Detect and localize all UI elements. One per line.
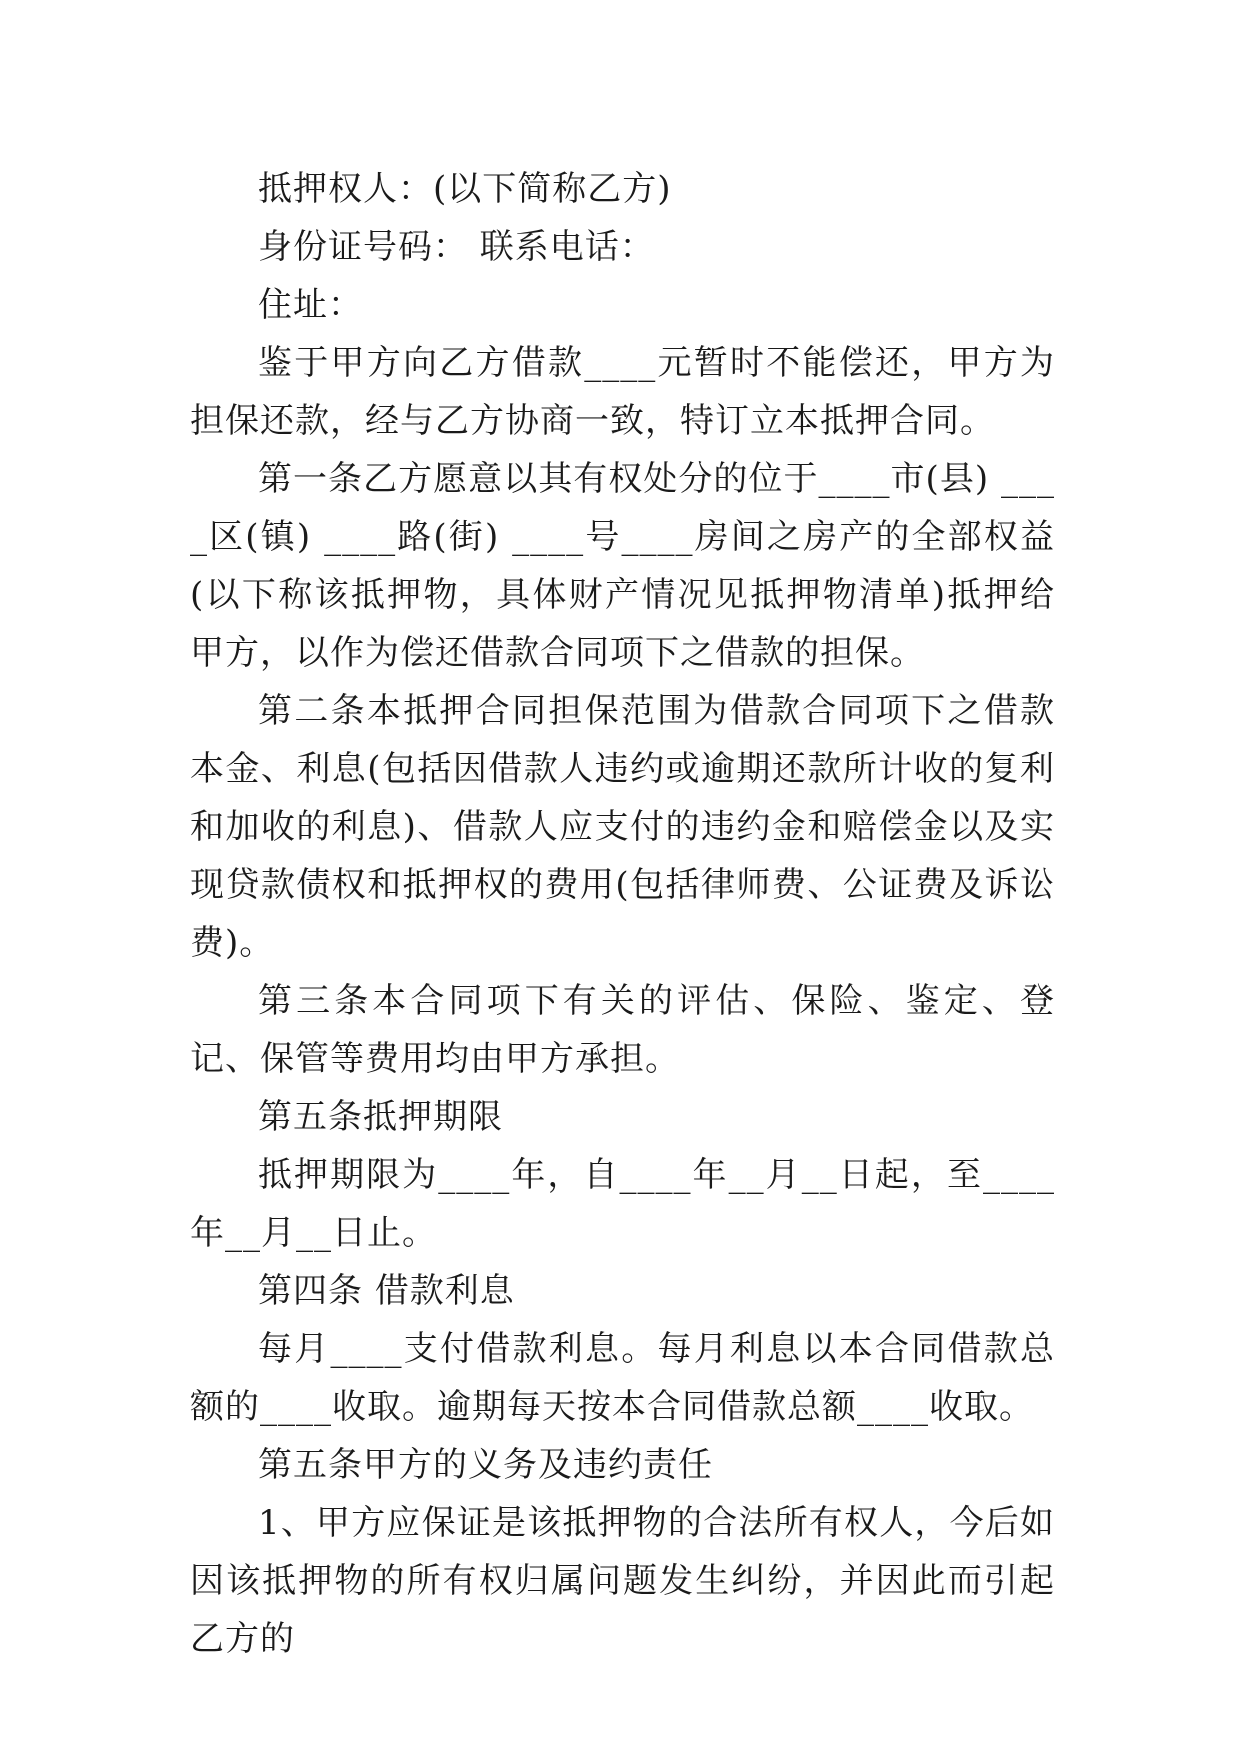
heading-loan-interest: 第四条 借款利息: [258, 1271, 515, 1311]
paragraph-preamble: 鉴于甲方向乙方借款____元暂时不能偿还，甲方为担保还款，经与乙方协商一致，特订立本抵押合同。: [190, 343, 1055, 441]
paragraph-article-3: 第三条本合同项下有关的评估、保险、鉴定、登记、保管等费用均由甲方承担。: [190, 981, 1055, 1079]
paragraph-article-1: 第一条乙方愿意以其有权处分的位于____市(县) ____区(镇) ____路(街) ____号____房间之房产的全部权益(以下称该抵押物，具体财产情况见抵押物清单)抵押给甲方，以作为偿还借款合同项下之借款的担保。: [190, 459, 1055, 673]
heading-mortgage-term: 第五条抵押期限: [258, 1097, 503, 1137]
paragraph-mortgage-term: 抵押期限为____年，自____年__月__日起，至____年__月__日止。: [190, 1155, 1055, 1253]
paragraph-address: 住址：: [258, 285, 363, 325]
paragraph-article-2: 第二条本抵押合同担保范围为借款合同项下之借款本金、利息(包括因借款人违约或逾期还款所计收的复利和加收的利息)、借款人应支付的违约金和赔偿金以及实现贷款债权和抵押权的费用(包括律师费、公证费及诉讼费)。: [190, 691, 1055, 963]
document-body: [190, 160, 1055, 1668]
paragraph-obligation-1: 1、甲方应保证是该抵押物的合法所有权人，今后如因该抵押物的所有权归属问题发生纠纷，并因此而引起乙方的: [190, 1503, 1055, 1659]
heading-party-a-obligations: 第五条甲方的义务及违约责任: [258, 1445, 713, 1485]
paragraph-loan-interest: 每月____支付借款利息。每月利息以本合同借款总额的____收取。逾期每天按本合同借款总额____收取。: [190, 1329, 1055, 1427]
paragraph-mortgagee: 抵押权人：(以下简称乙方): [258, 169, 672, 209]
paragraph-id-phone: 身份证号码： 联系电话：: [258, 227, 655, 267]
